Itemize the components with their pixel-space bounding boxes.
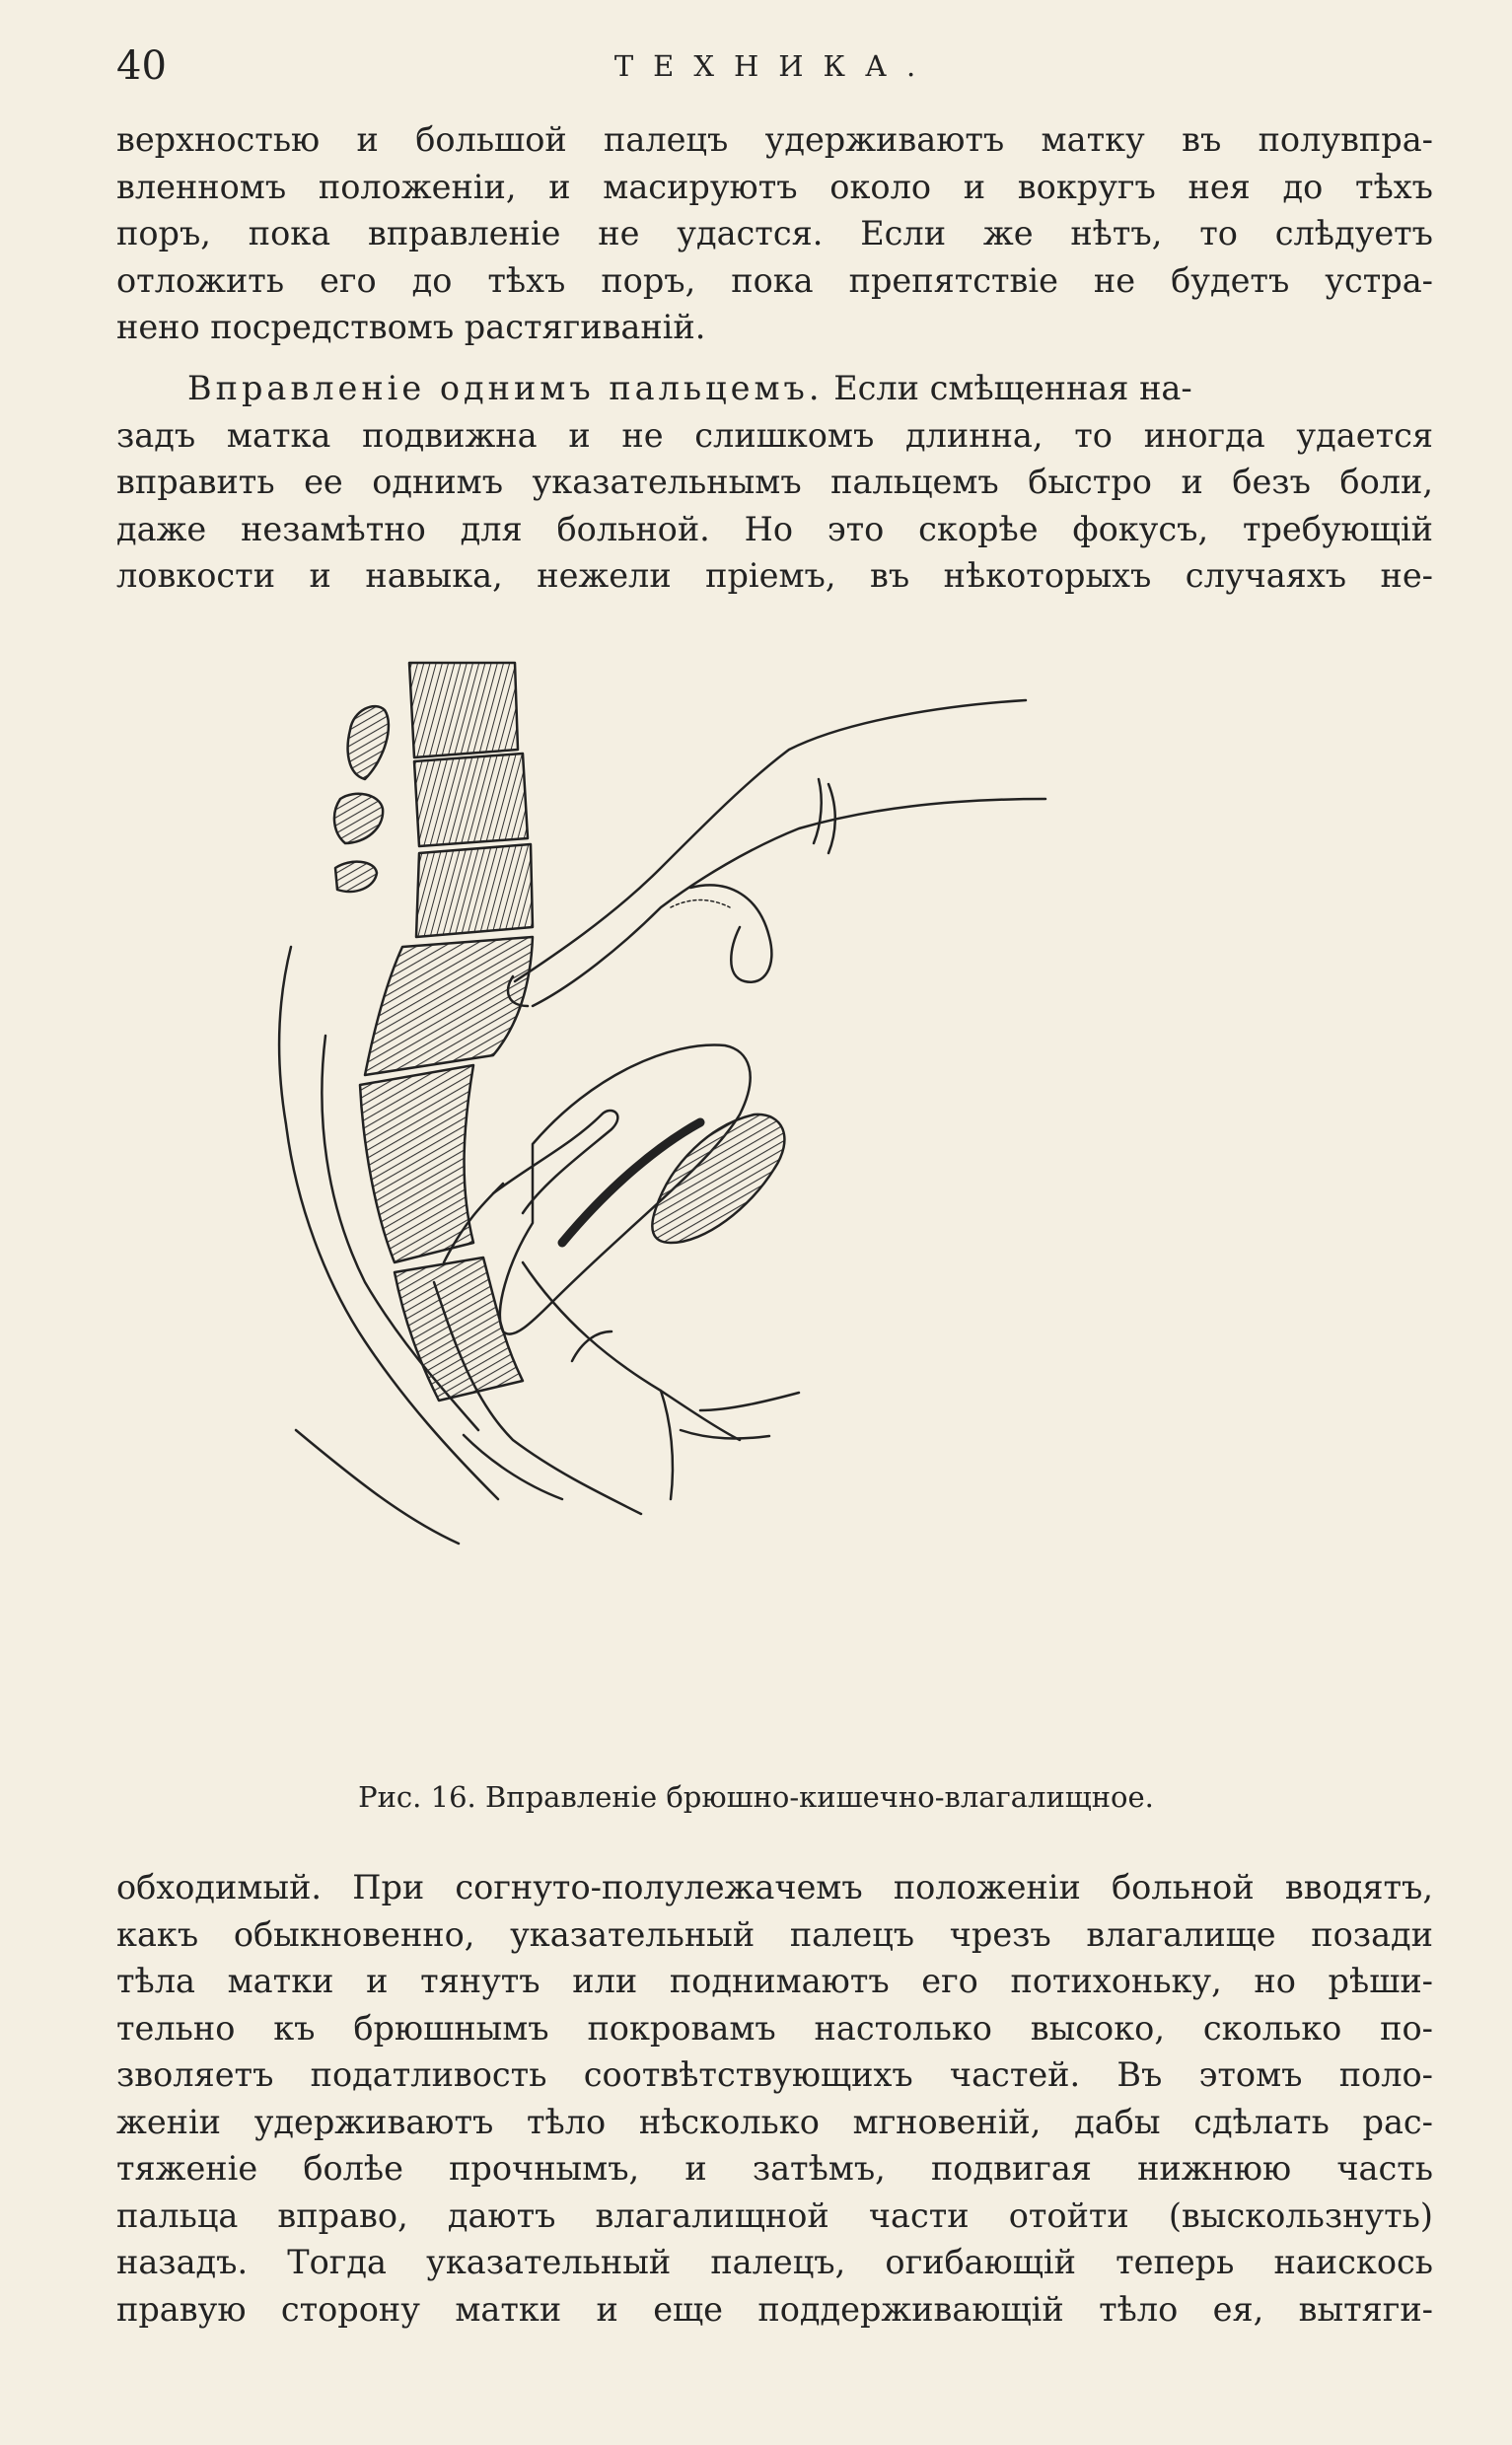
text-line: правую сторону матки и еще поддерживающій тѣло ея, вытяги- — [116, 2289, 1433, 2329]
paragraph-3 — [116, 1864, 1433, 2333]
section-heading: Вправленіе однимъ пальцемъ. — [187, 369, 824, 407]
text-line: назадъ. Тогда указательный палецъ, огибающій теперь наискось — [116, 2243, 1433, 2281]
coccyx — [360, 1065, 473, 1262]
text-line: ловкости и навыка, нежели пріемъ, въ нѣкоторыхъ случаяхъ не- — [116, 556, 1433, 595]
text-line: вленномъ положеніи, и масируютъ около и вокругъ нея до тѣхъ — [116, 167, 1433, 206]
text-line: даже незамѣтно для больной. Но это скорѣе фокусъ, требующій — [116, 509, 1433, 548]
text-line: поръ, пока вправленіе не удастся. Если же нѣтъ, то слѣдуетъ — [116, 214, 1433, 252]
vertebra — [409, 663, 518, 757]
paragraph-2 — [116, 365, 1433, 600]
figure-caption: Рис. 16. Вправленіе брюшно-кишечно-влагалищное. — [358, 1780, 1154, 1814]
text-line: тельно къ брюшнымъ покровамъ настолько высоко, сколько по- — [116, 2008, 1433, 2048]
sacrum — [365, 937, 533, 1075]
text-line: обходимый. При согнуто-полулежачемъ положеніи больной вводятъ, — [116, 1868, 1433, 1906]
text-line: вправить ее однимъ указательнымъ пальцемъ быстро и безъ боли, — [116, 463, 1433, 501]
page-header — [116, 41, 1433, 91]
text-line: задъ матка подвижна и не слишкомъ длинна, то иногда удается — [116, 415, 1433, 455]
running-title: ТЕХНИКА. — [613, 49, 936, 83]
page-number: 40 — [116, 43, 167, 89]
text-line: зволяетъ податливость соотвѣтствующихъ частей. Въ этомъ поло- — [116, 2055, 1433, 2094]
text-line: нено посредствомъ растягиваній. — [116, 308, 706, 346]
text-line: тяженіе болѣе прочнымъ, и затѣмъ, подвигая нижнюю часть — [116, 2149, 1433, 2188]
illustration-drawing — [237, 651, 1322, 1756]
text-line: пальца вправо, даютъ влагалищной части отойти (выскользнуть) — [116, 2195, 1433, 2235]
rectum-section — [652, 1115, 784, 1243]
paragraph-1 — [116, 116, 1433, 351]
text-line: женіи удерживаютъ тѣло нѣсколько мгновеній, дабы сдѣлать рас- — [116, 2102, 1433, 2141]
text-line: какъ обыкновенно, указательный палецъ чрезъ влагалище позади — [116, 1914, 1433, 1954]
vertebra — [416, 844, 533, 937]
text-line — [116, 365, 1433, 412]
text-line: отложить его до тѣхъ поръ, пока препятствіе не будетъ устра- — [116, 260, 1433, 300]
text-line: верхностью и большой палецъ удерживаютъ матку въ полувпра- — [116, 120, 1433, 159]
text-fragment: Если смѣщенная на- — [833, 369, 1192, 407]
text-line: тѣла матки и тянутъ или поднимаютъ его потихоньку, но рѣши- — [116, 1962, 1433, 2000]
anatomical-illustration — [237, 651, 1322, 1756]
vertebra — [414, 754, 528, 846]
